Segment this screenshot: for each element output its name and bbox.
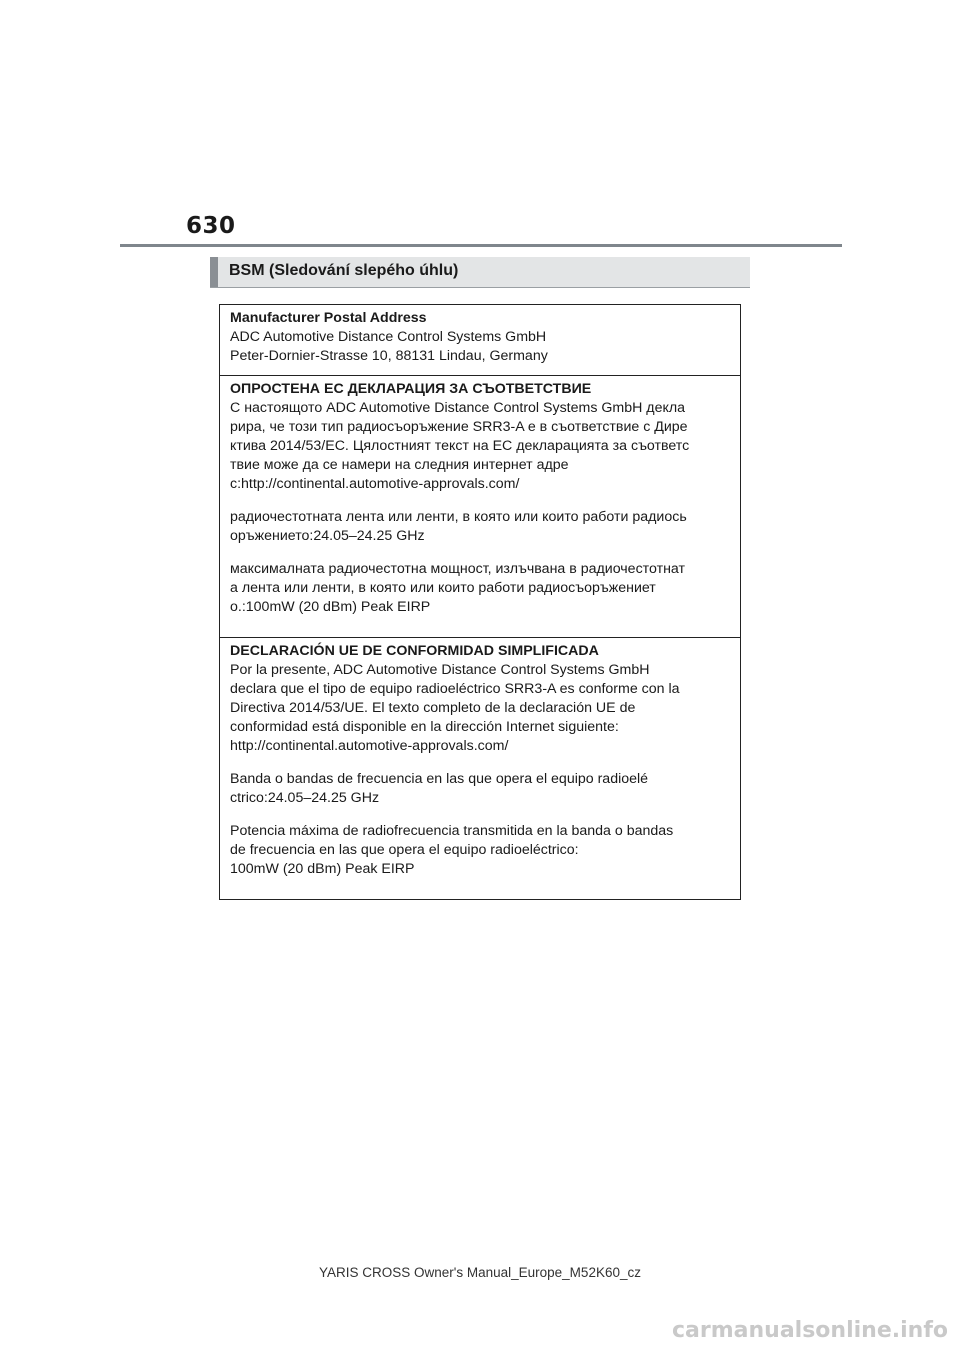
header-divider bbox=[120, 244, 842, 247]
text-line: Directiva 2014/53/UE. El texto completo de la declaración UE de bbox=[230, 700, 636, 716]
spanish-paragraph-3 bbox=[230, 822, 730, 879]
text-line: ктива 2014/53/ЕС. Цялостният текст на ЕС декларацията за съответс bbox=[230, 438, 690, 454]
manufacturer-line: ADC Automotive Distance Control Systems GmbH bbox=[230, 329, 547, 345]
bulgarian-paragraph-3 bbox=[230, 560, 730, 617]
text-line: conformidad está disponible en la dirección Internet siguiente: bbox=[230, 719, 619, 735]
text-line: ctrico:24.05–24.25 GHz bbox=[230, 790, 380, 806]
text-line: Banda o bandas de frecuencia en las que opera el equipo radioelé bbox=[230, 771, 649, 787]
manufacturer-line: Peter-Dornier-Strasse 10, 88131 Lindau, Germany bbox=[230, 348, 548, 364]
spanish-paragraph-1 bbox=[230, 661, 730, 756]
section-title: BSM (Sledování slepého úhlu) bbox=[229, 262, 459, 279]
text-line: радиочестотната лента или ленти, в която или които работи радиось bbox=[230, 509, 687, 525]
text-line: declara que el tipo de equipo radioeléctrico SRR3-A es conforme con la bbox=[230, 681, 680, 697]
text-line: твие може да се намери на следния интернет адре bbox=[230, 457, 569, 473]
text-line: рира, че този тип радиосъоръжение SRR3-A е в съответствие с Дире bbox=[230, 419, 688, 435]
declaration-table bbox=[219, 304, 741, 900]
bulgarian-declaration-cell bbox=[220, 375, 740, 637]
text-line: с:http://continental.automotive-approvals.com/ bbox=[230, 476, 520, 492]
spanish-heading: DECLARACIÓN UE DE CONFORMIDAD SIMPLIFICADA bbox=[230, 643, 599, 659]
text-line: Potencia máxima de radiofrecuencia transmitida en la banda o bandas bbox=[230, 823, 674, 839]
text-line: de frecuencia en las que opera el equipo radioeléctrico: bbox=[230, 842, 579, 858]
manufacturer-cell bbox=[220, 305, 740, 375]
text-line: С настоящото ADC Automotive Distance Control Systems GmbH декла bbox=[230, 400, 685, 416]
text-line: 100mW (20 dBm) Peak EIRP bbox=[230, 861, 415, 877]
bulgarian-heading: ОПРОСТЕНА ЕС ДЕКЛАРАЦИЯ ЗА СЪОТВЕТСТВИЕ bbox=[230, 381, 592, 397]
section-title-accent-bar bbox=[210, 257, 218, 287]
text-line: Por la presente, ADC Automotive Distance Control Systems GmbH bbox=[230, 662, 650, 678]
text-line: а лента или ленти, в която или които работи радиосъоръжениет bbox=[230, 580, 656, 596]
manufacturer-heading: Manufacturer Postal Address bbox=[230, 310, 427, 326]
text-line: http://continental.automotive-approvals.com/ bbox=[230, 738, 509, 754]
section-title-box bbox=[210, 257, 750, 288]
spanish-paragraph-2 bbox=[230, 770, 730, 808]
text-line: оръжението:24.05–24.25 GHz bbox=[230, 528, 425, 544]
bulgarian-paragraph-1 bbox=[230, 399, 730, 494]
bulgarian-paragraph-2 bbox=[230, 508, 730, 546]
text-line: максималната радиочестотна мощност, излъчвана в радиочестотнат bbox=[230, 561, 685, 577]
text-line: о.:100mW (20 dBm) Peak EIRP bbox=[230, 599, 431, 615]
spanish-declaration-cell bbox=[220, 637, 740, 899]
page-footer: YARIS CROSS Owner's Manual_Europe_M52K60_cz bbox=[319, 1265, 641, 1280]
page-number: 630 bbox=[186, 213, 236, 239]
watermark-logo: carmanualsonline.info bbox=[672, 1318, 948, 1343]
